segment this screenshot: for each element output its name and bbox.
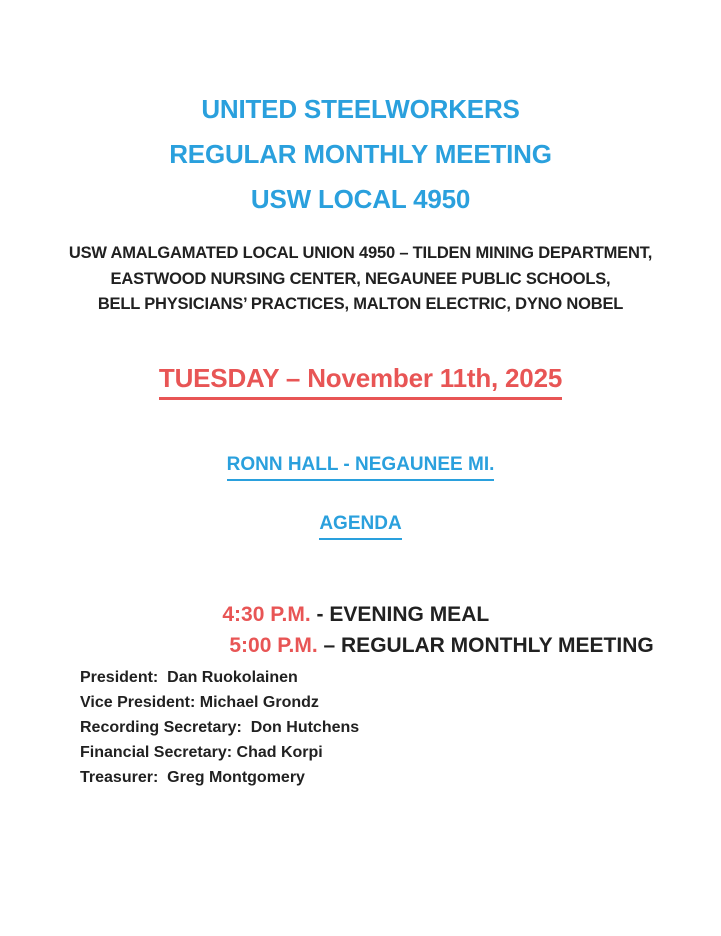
officer-president: President: Dan Ruokolainen bbox=[80, 669, 298, 686]
title-line-2: REGULAR MONTHLY MEETING bbox=[169, 139, 552, 169]
officer-vice-president: Vice President: Michael Grondz bbox=[80, 694, 319, 711]
org-line-3: BELL PHYSICIANS’ PRACTICES, MALTON ELECTRIC, DYNO NOBEL bbox=[97, 295, 624, 313]
agenda-item-2-label: – REGULAR MONTHLY MEETING bbox=[317, 634, 654, 657]
officer-treasurer: Treasurer: Greg Montgomery bbox=[80, 769, 305, 786]
officer-financial-secretary: Financial Secretary: Chad Korpi bbox=[80, 744, 323, 761]
meeting-date-heading bbox=[0, 360, 721, 400]
agenda-item-1-time: 4:30 P.M. bbox=[222, 603, 311, 626]
title-line-3: USW LOCAL 4950 bbox=[250, 184, 471, 214]
meeting-date-text: TUESDAY – November 11th, 2025 bbox=[159, 360, 562, 400]
title-line-1: UNITED STEELWORKERS bbox=[201, 94, 520, 124]
org-line-1: USW AMALGAMATED LOCAL UNION 4950 – TILDEN MINING DEPARTMENT, bbox=[68, 244, 653, 262]
agenda-item-2-time: 5:00 P.M. bbox=[229, 634, 318, 657]
meeting-location-heading bbox=[0, 452, 721, 481]
document-title bbox=[0, 87, 721, 222]
org-line-2: EASTWOOD NURSING CENTER, NEGAUNEE PUBLIC SCHOOLS, bbox=[110, 269, 611, 288]
agenda-heading-text: AGENDA bbox=[319, 511, 401, 540]
agenda-item-1-label: - EVENING MEAL bbox=[310, 603, 490, 626]
meeting-location-text: RONN HALL - NEGAUNEE MI. bbox=[227, 452, 495, 481]
officers-list bbox=[0, 665, 721, 790]
officer-recording-secretary: Recording Secretary: Don Hutchens bbox=[80, 719, 360, 736]
union-units-paragraph bbox=[0, 241, 721, 318]
agenda-heading bbox=[0, 511, 721, 540]
